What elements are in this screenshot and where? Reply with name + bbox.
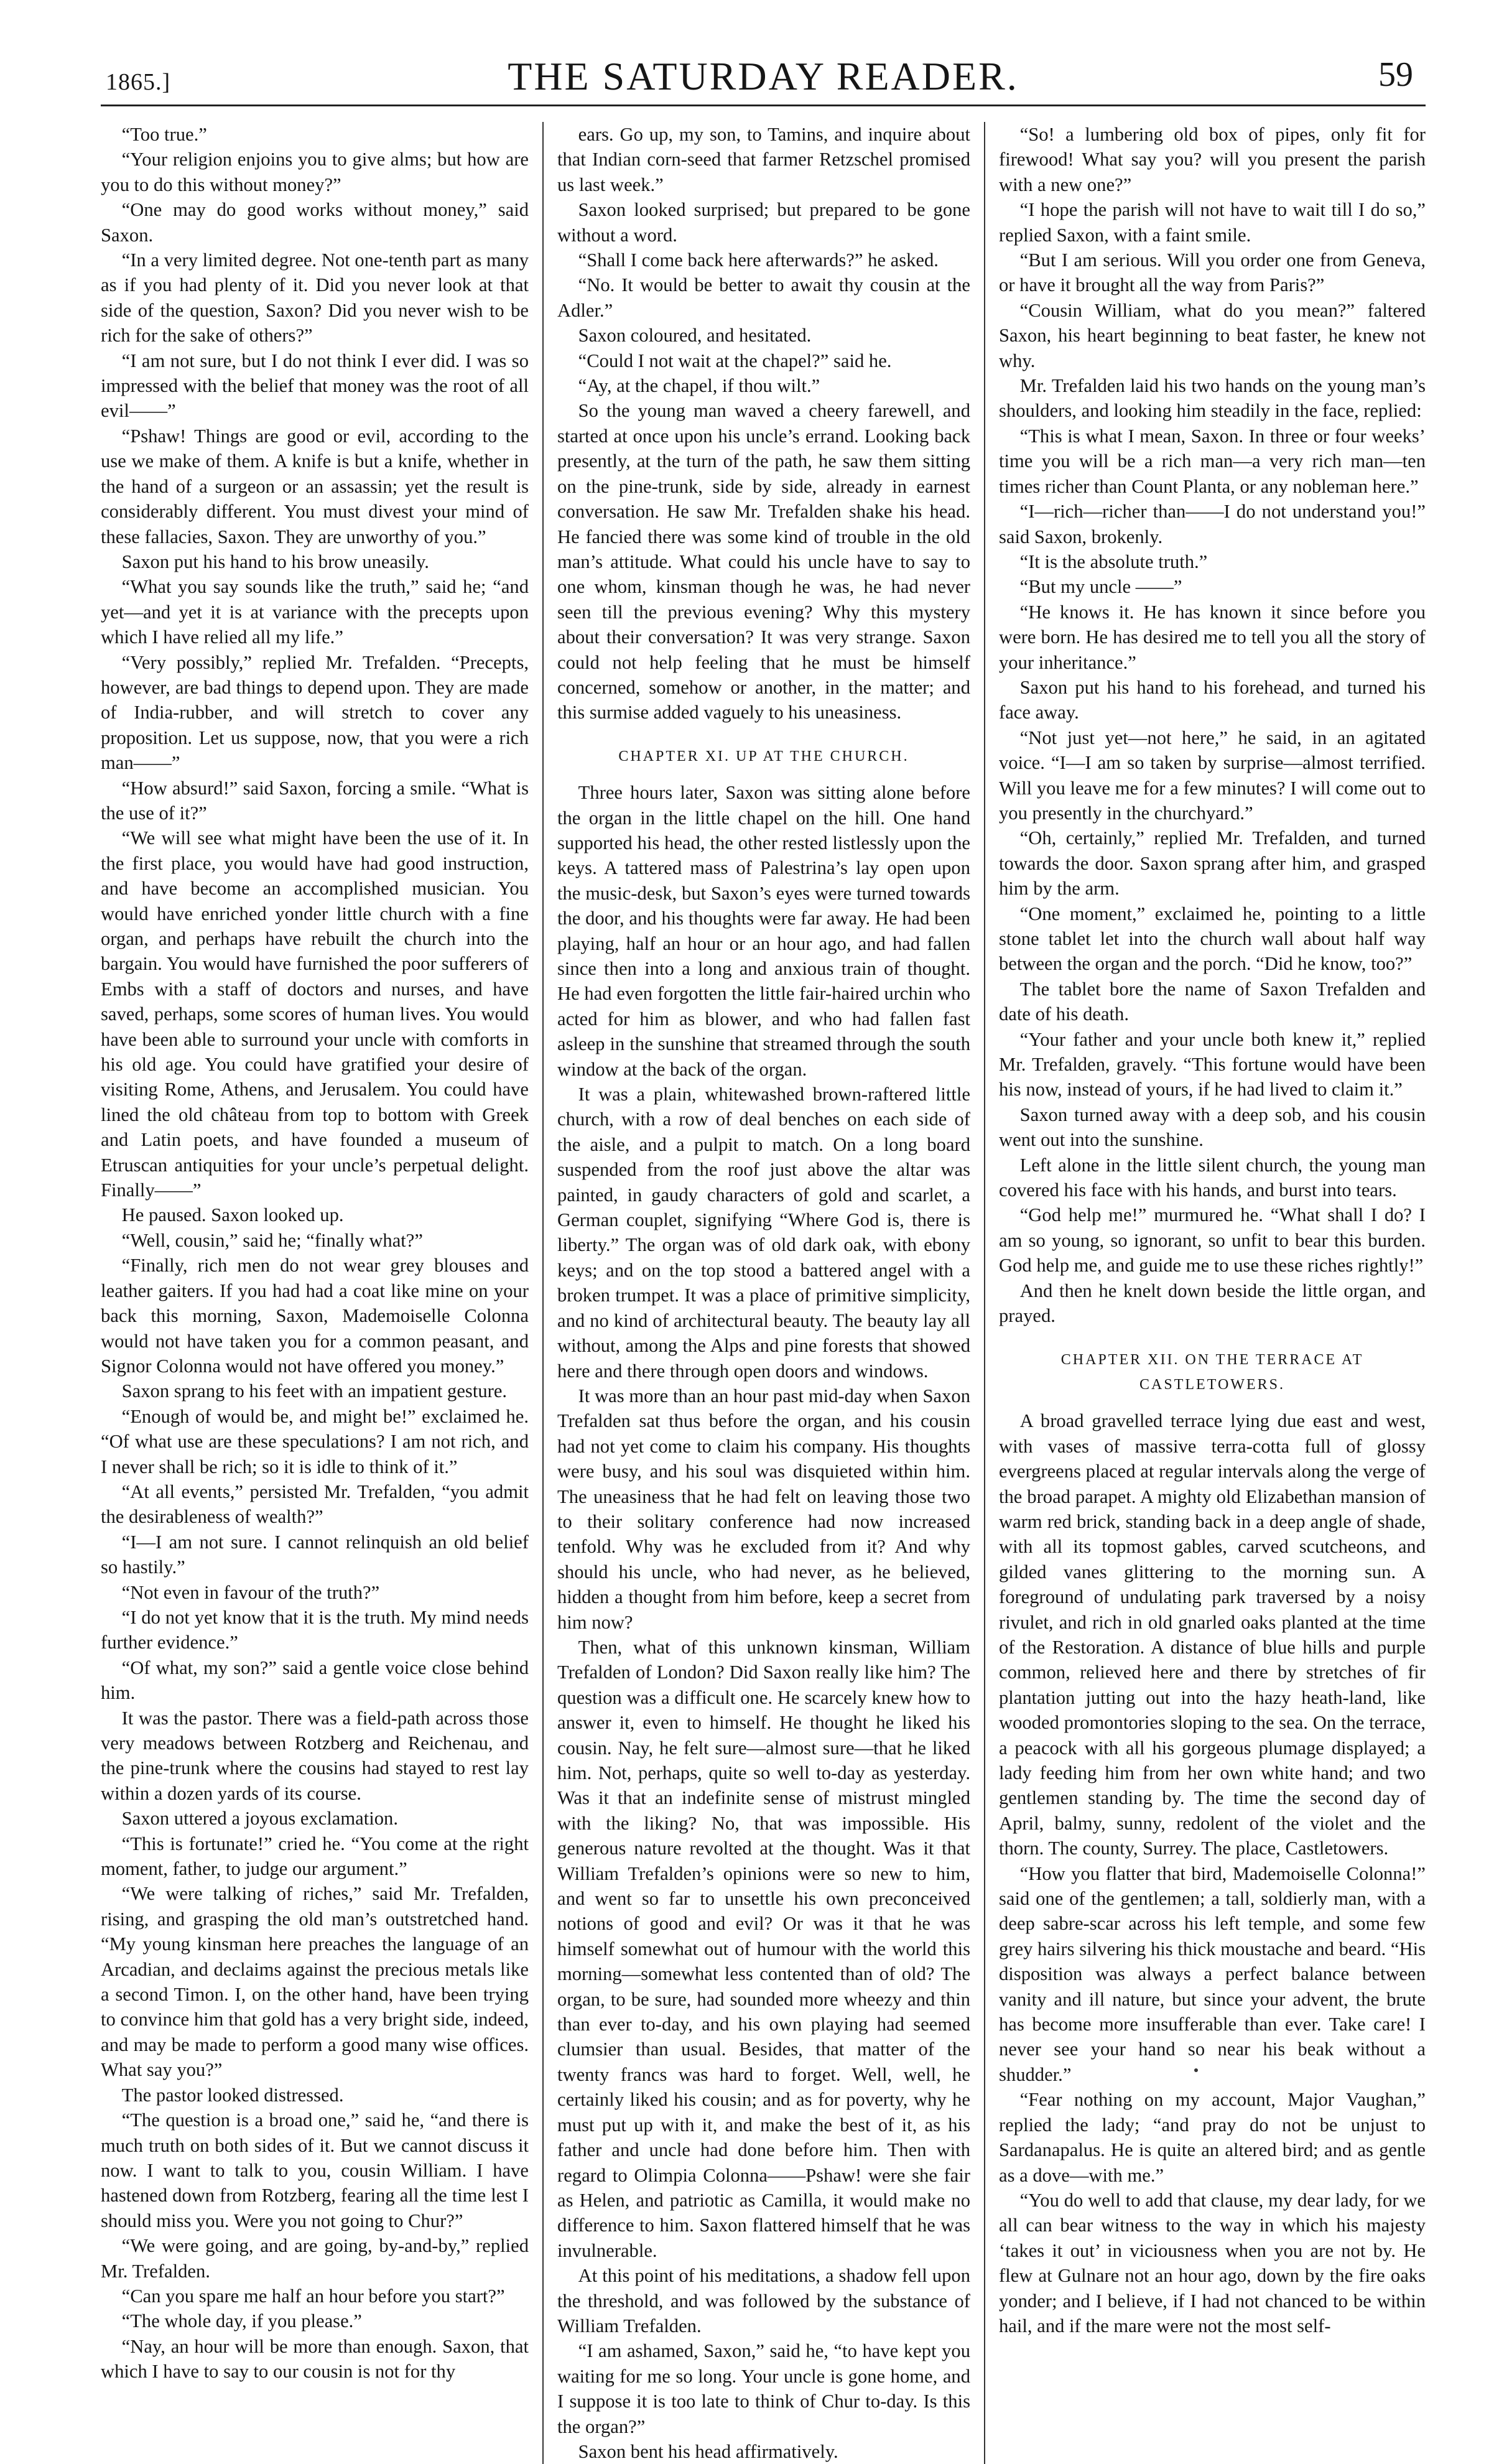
paragraph: “We were talking of riches,” said Mr. Trefalden, rising, and grasping the old man’s outstretched hand. “My young kinsman here preaches the language of an Arcadian, and declaims against the precious metals like a second Timon. I, on the other hand, have been trying to convince him that gold has a very bright side, indeed, and may be made to perform a good many wise offices. What say you?”	[101, 1883, 529, 2081]
paragraph: The pastor looked distressed.	[121, 2084, 344, 2106]
paragraph: “Cousin William, what do you mean?” faltered Saxon, his heart beginning to beat faster, he knew not why.	[999, 299, 1426, 371]
paragraph: It was a plain, whitewashed brown-raftered little church, with a row of deal benches on each side of the aisle, and a pulpit to match. On a long board suspended from the roof just above the altar was painted, in gaudy characters of gold and scarlet, a German couplet, signifying “Where God is, there is liberty.” The organ was of old dark oak, with ebony keys; and on the top stood a battered angel with a broken trumpet. It was a place of primitive simplicity, and no kind of architectural beauty. The beauty lay all without, among the Alps and pine forests that showed here and there through open doors and windows.	[557, 1084, 970, 1382]
paragraph: “But my uncle ——”	[1019, 576, 1182, 598]
paragraph: “Too true.”	[121, 124, 207, 145]
paragraph: “God help me!” murmured he. “What shall I do? I am so young, so ignorant, so unfit to bear this burden. God help me, and guide me to use these riches rightly!”	[999, 1204, 1426, 1276]
paragraph: “Very possibly,” replied Mr. Trefalden. “Precepts, however, are bad things to depend upon. They are made of India-rubber, and will stretch to cover any proposition. Let us suppose, now, that you were a rich man——”	[101, 651, 529, 774]
paragraph: “But I am serious. Will you order one from Geneva, or have it brought all the way from Paris?”	[999, 249, 1426, 296]
paragraph: “At all events,” persisted Mr. Trefalden, “you admit the desirableness of wealth?”	[101, 1481, 529, 1528]
paragraph: Saxon bent his head affirmatively.	[578, 2440, 838, 2462]
paragraph: “Not just yet—not here,” he said, in an agitated voice. “I—I am so taken by surprise—almost terrified. Will you leave me for a few minutes? I will come out to you presently in the churchyard.”	[999, 727, 1426, 824]
paragraph: “Not even in favour of the truth?”	[121, 1581, 380, 1603]
paragraph: At this point of his meditations, a shadow fell upon the threshold, and was followed by the substance of William Trefalden.	[557, 2265, 970, 2336]
paragraph: “Shall I come back here afterwards?” he asked.	[578, 249, 939, 271]
paragraph: “Nay, an hour will be more than enough. Saxon, that which I have to say to our cousin is not for thy	[101, 2335, 529, 2383]
paragraph: Then, what of this unknown kinsman, William Trefalden of London? Did Saxon really like him? The question was a difficult one. He scarcely knew how to answer it, even to himself. He thought he liked his cousin. Nay, he felt sure—almost sure—that he liked him. Not, perhaps, quite so well to-day as yesterday. Was it that an indefinite sense of mistrust mingled with the liking? No, that was impossible. His generous nature revolted at the thought. Was it that William Trefalden’s opinions were so new to him, and went so far to unsettle his own preconceived notions of good and evil? Or was it that he was himself somewhat out of humour with the world this morning—somewhat less contented than of old? The organ, to be sure, had sounded more wheezy and thin than ever to-day, and his own playing had seemed clumsier than usual. Besides, that matter of the twenty francs was hard to forget. Well, well, he certainly liked his cousin; and as for poverty, why he must put up with it, and make the best of it, as his father and uncle had done before him. Then with regard to Olimpia Colonna——Pshaw! were she fair as Helen, and patriotic as Camilla, it would make no difference to him. Saxon flattered himself that he was invulnerable.	[557, 1636, 970, 2261]
paragraph: “How you flatter that bird, Mademoiselle Colonna!” said one of the gentlemen; a tall, soldierly man, with a deep sabre-scar across his left temple, and some few grey hairs silvering his thick moustache and beard. “His disposition was always a perfect balance between vanity and ill nature, but since your advent, the brute has become more insufferable than ever. Take care! I never see your hand so near his beak without a shudder.”	[999, 1862, 1426, 2085]
paragraph: Saxon sprang to his feet with an impatient gesture.	[121, 1380, 508, 1402]
paragraph: “He knows it. He has known it since before you were born. He has desired me to tell you all the story of your inheritance.”	[999, 601, 1426, 673]
paragraph: The tablet bore the name of Saxon Trefalden and date of his death.	[999, 978, 1426, 1025]
paragraph: “I am not sure, but I do not think I ever did. I was so impressed with the belief that money was the root of all evil——”	[101, 350, 529, 422]
paragraph: Mr. Trefalden laid his two hands on the young man’s shoulders, and looking him steadily in the face, replied:	[999, 375, 1426, 422]
masthead	[101, 52, 1426, 106]
paragraph: “One may do good works without money,” said Saxon.	[101, 199, 529, 246]
text-columns	[101, 122, 1426, 2462]
paragraph: And then he knelt down beside the little organ, and prayed.	[999, 1280, 1426, 1327]
paragraph: “The question is a broad one,” said he, “and there is much truth on both sides of it. But we cannot discuss it now. I want to talk to you, cousin William. I have hastened down from Rotzberg, fearing all the time lest I should miss you. Were you not going to Chur?”	[101, 2109, 529, 2231]
column-2	[542, 122, 984, 2464]
paragraph: It was the pastor. There was a field-path across those very meadows between Rotzberg and Reichenau, and the pine-trunk where the cousins had stayed to rest lay within a dozen yards of its course.	[101, 1707, 529, 1804]
paragraph: “Ay, at the chapel, if thou wilt.”	[578, 375, 820, 397]
paragraph: A broad gravelled terrace lying due east and west, with vases of massive terra-cotta full of glossy evergreens placed at regular intervals along the verge of the broad parapet. A mighty old Elizabethan mansion of warm red brick, standing back in a deep angle of shade, with all its topmost gables, carved scutcheons, and gilded vanes glittering to the morning sun. A foreground of undulating park traversed by a noisy rivulet, and rich in old gnarled oaks planted at the time of the Restoration. A distance of blue hills and purple common, relieved here and there by stretches of fir plantation jutting out into the hazy heath-land, like wooded promontories sloping to the sea. On the terrace, a peacock with all his gorgeous plumage displayed; a lady feeding him from her own white hand; and two gentlemen standing by. The time the second day of April, balmy, sunny, redolent of the violet and the thorn. The county, Surrey. The place, Castletowers.	[999, 1410, 1426, 1859]
paragraph: “What you say sounds like the truth,” said he; “and yet—and yet it is at variance with the precepts upon which I have relied all my life.”	[101, 576, 529, 648]
paragraph: “Your religion enjoins you to give alms; but how are you to do this without money?”	[101, 149, 529, 195]
paragraph: “I—rich—richer than——I do not understand you!” said Saxon, brokenly.	[999, 501, 1426, 547]
paragraph: “In a very limited degree. Not one-tenth part as many as if you had plenty of it. Did you never look at that side of the question, Saxon? Did you never wish to be rich for the sake of others?”	[101, 249, 529, 346]
paragraph: Saxon uttered a joyous exclamation.	[121, 1808, 398, 1829]
paragraph: Saxon put his hand to his brow uneasily.	[121, 551, 429, 572]
paragraph: “We will see what might have been the use of it. In the first place, you would have had good instruction, and have become an accomplished musician. You would have enriched yonder little church with a fine organ, and perhaps have rebuilt the church into the bargain. You would have furnished the poor sufferers of Embs with a staff of doctors and nurses, and have saved, perhaps, some scores of human lives. You would have been able to surround your uncle with comforts in his old age. You could have gratified your desire of visiting Rome, Athens, and Jerusalem. You could have lined the old château from top to bottom with Greek and Latin poets, and have founded a museum of Etruscan antiquities for your uncle’s perpetual delight. Finally——”	[101, 827, 529, 1201]
paragraph: Saxon put his hand to his forehead, and turned his face away.	[999, 676, 1426, 723]
paragraph: “I hope the parish will not have to wait till I do so,” replied Saxon, with a faint smile.	[999, 199, 1426, 246]
paragraph: “We were going, and are going, by-and-by,” replied Mr. Trefalden.	[101, 2235, 529, 2282]
paragraph: “It is the absolute truth.”	[1019, 551, 1208, 572]
paragraph: It was more than an hour past mid-day when Saxon Trefalden sat thus before the organ, and his cousin had not yet come to claim his company. His thoughts were busy, and his soul was disquieted within him. The uneasiness that he had felt on leaving those two to their solitary conference had now increased tenfold. Why was he excluded from it? And why should his uncle, who had never, as he believed, hidden a thought from him before, keep a secret from him now?	[557, 1385, 970, 1633]
paragraph: “You do well to add that clause, my dear lady, for we all can bear witness to the way in which his majesty ‘takes it out’ in viciousness when you are not by. He flew at Gulnare not an hour ago, down by the fire oaks yonder; and I believe, if I had not chanced to be within hail, and if the mare were not the most self-	[999, 2189, 1426, 2336]
paragraph: “Oh, certainly,” replied Mr. Trefalden, and turned towards the door. Saxon sprang after him, and grasped him by the arm.	[999, 827, 1426, 900]
paragraph: “Fear nothing on my account, Major Vaughan,” replied the lady; “and pray do not be unjust to Sardanapalus. He is quite an altered bird; and as gentle as a dove—with me.”	[999, 2089, 1426, 2186]
paragraph: “Pshaw! Things are good or evil, according to the use we make of them. A knife is but a knife, whether in the hand of a surgeon or an assassin; yet the result is considerably different. You must divest your mind of these fallacies, Saxon. They are unworthy of you.”	[101, 425, 529, 547]
paragraph: “Enough of would be, and might be!” exclaimed he. “Of what use are these speculations? I am not rich, and I never shall be rich; so it is idle to think of it.”	[101, 1405, 529, 1477]
chapter-heading: CHAPTER XI. UP AT THE CHURCH.	[618, 748, 909, 765]
paragraph: “Could I not wait at the chapel?” said he.	[578, 350, 892, 371]
paragraph: Saxon coloured, and hesitated.	[578, 325, 812, 346]
paragraph: Saxon turned away with a deep sob, and his cousin went out into the sunshine.	[999, 1104, 1426, 1151]
paragraph: Saxon looked surprised; but prepared to be gone without a word.	[557, 199, 970, 246]
paragraph: “Well, cousin,” said he; “finally what?”	[121, 1229, 423, 1251]
paragraph: “I am ashamed, Saxon,” said he, “to have kept you waiting for me so long. Your uncle is gone home, and I suppose it is too late to think of Chur to-day. Is this the organ?”	[557, 2340, 970, 2437]
paragraph: “No. It would be better to await thy cousin at the Adler.”	[557, 274, 970, 321]
paragraph: “One moment,” exclaimed he, pointing to a little stone tablet let into the church wall about half way between the organ and the porch. “Did he know, too?”	[999, 903, 1426, 975]
publication-title: THE SATURDAY READER.	[508, 54, 1019, 98]
paragraph: “The whole day, if you please.”	[121, 2310, 362, 2332]
paragraph: “Your father and your uncle both knew it,” replied Mr. Trefalden, gravely. “This fortune would have been his now, instead of yours, if he had lived to claim it.”	[999, 1028, 1426, 1100]
paragraph: “Finally, rich men do not wear grey blouses and leather gaiters. If you had had a coat like mine on your back this morning, Saxon, Mademoiselle Colonna would not have taken you for a common peasant, and Signor Colonna would not have offered you money.”	[101, 1255, 529, 1377]
paragraph: He paused. Saxon looked up.	[121, 1204, 344, 1226]
paragraph: “I—I am not sure. I cannot relinquish an old belief so hastily.”	[101, 1531, 529, 1578]
paragraph: “How absurd!” said Saxon, forcing a smile. “What is the use of it?”	[101, 777, 529, 824]
paragraph: “This is fortunate!” cried he. “You come at the right moment, father, to judge our argument.”	[101, 1833, 529, 1880]
paragraph: Three hours later, Saxon was sitting alone before the organ in the little chapel on the hill. One hand supported his head, the other rested listlessly upon the keys. A tattered mass of Palestrina’s lay open upon the music-desk, but Saxon’s eyes were turned towards the door, and his thoughts were far away. He had been playing, half an hour or an hour ago, and had fallen since then into a long and anxious train of thought. He had even forgotten the little fair-haired urchin who acted for him as blower, and who had fallen fast asleep in the sunshine that streamed through the south window at the back of the organ.	[557, 782, 970, 1080]
paragraph: “Can you spare me half an hour before you start?”	[121, 2285, 505, 2307]
issue-year: 1865.]	[106, 69, 171, 95]
paragraph: Left alone in the little silent church, the young man covered his face with his hands, and burst into tears.	[999, 1154, 1426, 1201]
chapter-heading: CHAPTER XII. ON THE TERRACE AT CASTLETOWERS.	[1060, 1351, 1364, 1393]
page-number: 59	[1378, 55, 1413, 94]
paragraph: ears. Go up, my son, to Tamins, and inquire about that Indian corn-seed that farmer Retzschel promised us last week.”	[557, 124, 970, 195]
paragraph: So the young man waved a cheery farewell, and started at once upon his uncle’s errand. Looking back presently, at the turn of the path, he saw them sitting on the pine-trunk, side by side, already in earnest conversation. He saw Mr. Trefalden shake his head. He fancied there was some kind of trouble in the old man’s attitude. What could his uncle have to say to one whom, kinsman though he was, he had never seen till the previous evening? Why this mystery about their conversation? It was very strange. Saxon could not help feeling that he must be himself concerned, somehow or another, in the matter; and this surmise added vaguely to his uneasiness.	[557, 400, 970, 723]
column-3	[984, 122, 1426, 2464]
paragraph: “Of what, my son?” said a gentle voice close behind him.	[101, 1657, 529, 1704]
print-mark	[1194, 2068, 1198, 2072]
paragraph: “This is what I mean, Saxon. In three or four weeks’ time you will be a rich man—a very rich man—ten times richer than Count Planta, or any nobleman here.”	[999, 425, 1426, 497]
paragraph: “I do not yet know that it is the truth. My mind needs further evidence.”	[101, 1606, 529, 1653]
paragraph: “So! a lumbering old box of pipes, only fit for firewood! What say you? will you present the parish with a new one?”	[999, 124, 1426, 195]
column-1	[101, 122, 542, 2464]
